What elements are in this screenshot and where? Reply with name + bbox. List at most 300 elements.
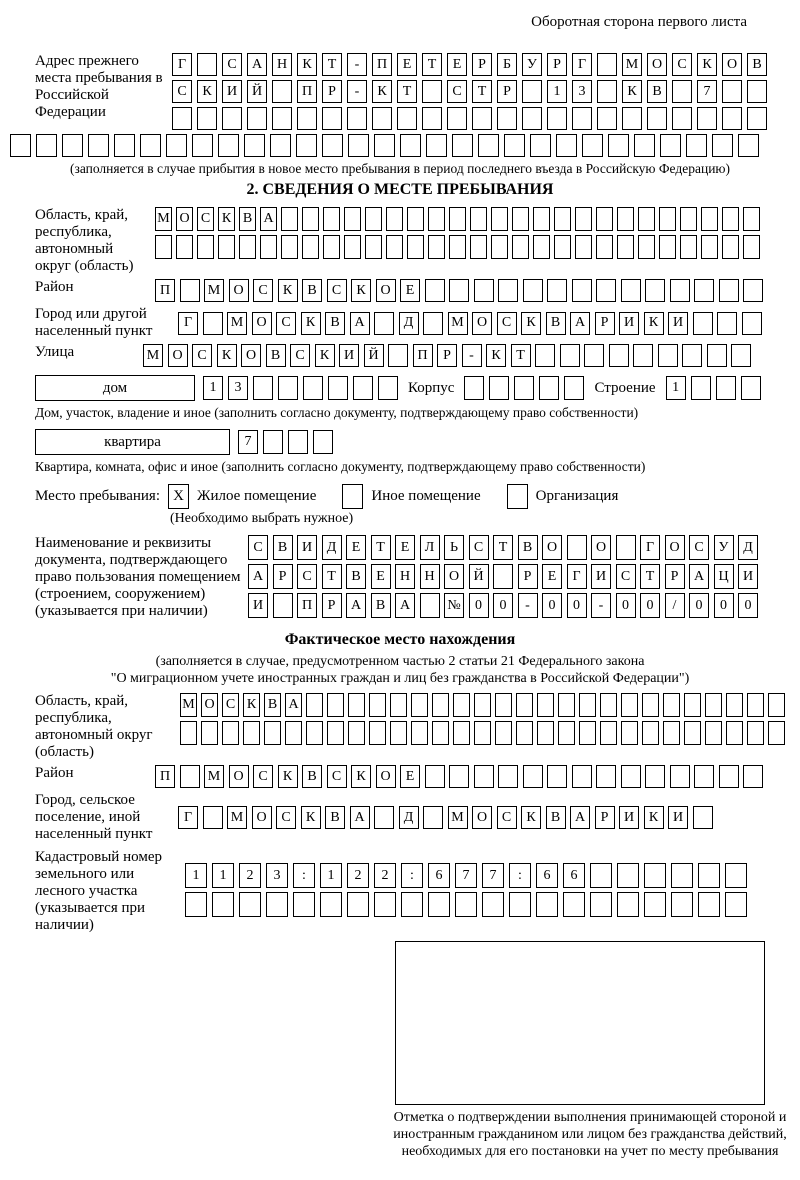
char-box[interactable]: Е [395, 535, 415, 560]
char-box[interactable] [474, 765, 494, 788]
char-box[interactable] [495, 721, 512, 745]
char-box[interactable] [682, 344, 702, 367]
char-box[interactable] [731, 344, 751, 367]
char-box[interactable]: 7 [482, 863, 504, 888]
char-box[interactable]: Ь [444, 535, 464, 560]
char-box[interactable]: М [204, 279, 224, 302]
char-box[interactable] [597, 80, 617, 103]
char-box[interactable]: Г [178, 806, 198, 829]
char-box[interactable]: О [444, 564, 464, 589]
char-box[interactable] [705, 693, 722, 717]
char-box[interactable] [716, 376, 736, 400]
char-box[interactable]: С [253, 765, 273, 788]
char-box[interactable]: М [622, 53, 642, 76]
char-box[interactable]: 0 [714, 593, 734, 618]
char-box[interactable]: Е [400, 765, 420, 788]
char-box[interactable] [303, 376, 323, 400]
char-box[interactable] [582, 134, 603, 157]
char-box[interactable] [348, 134, 369, 157]
char-box[interactable] [302, 235, 319, 259]
char-box[interactable] [180, 721, 197, 745]
char-box[interactable] [621, 765, 641, 788]
char-box[interactable]: Е [400, 279, 420, 302]
char-box[interactable]: Р [497, 80, 517, 103]
char-box[interactable] [747, 107, 767, 130]
char-box[interactable] [663, 721, 680, 745]
char-box[interactable] [530, 134, 551, 157]
char-box[interactable] [743, 765, 763, 788]
char-box[interactable] [579, 721, 596, 745]
char-box[interactable] [680, 207, 697, 231]
char-box[interactable] [428, 235, 445, 259]
char-box[interactable] [353, 376, 373, 400]
char-box[interactable] [348, 721, 365, 745]
char-box[interactable]: В [546, 806, 566, 829]
char-box[interactable]: С [248, 535, 268, 560]
char-box[interactable]: Т [371, 535, 391, 560]
char-box[interactable]: 2 [347, 863, 369, 888]
char-box[interactable] [726, 721, 743, 745]
char-box[interactable] [464, 376, 484, 400]
char-box[interactable] [684, 721, 701, 745]
char-box[interactable]: К [644, 806, 664, 829]
char-box[interactable]: О [376, 279, 396, 302]
char-box[interactable]: П [413, 344, 433, 367]
char-box[interactable] [722, 107, 742, 130]
char-box[interactable]: Т [322, 53, 342, 76]
char-box[interactable] [694, 765, 714, 788]
char-box[interactable]: К [217, 344, 237, 367]
char-box[interactable] [203, 806, 223, 829]
char-box[interactable]: Г [178, 312, 198, 335]
char-box[interactable] [452, 134, 473, 157]
char-box[interactable] [266, 892, 288, 917]
char-box[interactable]: В [371, 593, 391, 618]
char-box[interactable] [608, 134, 629, 157]
char-box[interactable]: Р [665, 564, 685, 589]
char-box[interactable]: А [247, 53, 267, 76]
char-box[interactable]: В [546, 312, 566, 335]
char-box[interactable] [386, 235, 403, 259]
char-box[interactable] [374, 892, 396, 917]
char-box[interactable] [722, 235, 739, 259]
char-box[interactable]: Т [640, 564, 660, 589]
char-box[interactable]: К [644, 312, 664, 335]
char-box[interactable]: В [239, 207, 256, 231]
char-box[interactable] [407, 235, 424, 259]
char-box[interactable] [522, 107, 542, 130]
char-box[interactable]: 3 [572, 80, 592, 103]
char-box[interactable]: В [747, 53, 767, 76]
char-box[interactable]: О [176, 207, 193, 231]
char-box[interactable] [533, 235, 550, 259]
char-box[interactable] [768, 693, 785, 717]
char-box[interactable]: М [143, 344, 163, 367]
char-box[interactable]: К [351, 279, 371, 302]
char-box[interactable] [554, 207, 571, 231]
char-box[interactable] [698, 892, 720, 917]
char-box[interactable] [140, 134, 161, 157]
char-box[interactable]: И [297, 535, 317, 560]
char-box[interactable] [374, 312, 394, 335]
char-box[interactable] [516, 693, 533, 717]
char-box[interactable] [218, 134, 239, 157]
dom-type-box[interactable]: дом [35, 375, 195, 401]
char-box[interactable] [600, 721, 617, 745]
char-box[interactable]: 7 [455, 863, 477, 888]
char-box[interactable]: К [243, 693, 260, 717]
char-box[interactable]: С [253, 279, 273, 302]
char-box[interactable] [244, 134, 265, 157]
char-box[interactable] [498, 279, 518, 302]
char-box[interactable] [509, 892, 531, 917]
char-box[interactable] [489, 376, 509, 400]
char-box[interactable] [474, 693, 491, 717]
char-box[interactable] [597, 53, 617, 76]
char-box[interactable]: А [346, 593, 366, 618]
char-box[interactable]: 3 [228, 376, 248, 400]
char-box[interactable] [374, 134, 395, 157]
char-box[interactable] [701, 235, 718, 259]
char-box[interactable] [411, 693, 428, 717]
char-box[interactable] [453, 721, 470, 745]
char-box[interactable] [313, 430, 333, 454]
char-box[interactable]: И [738, 564, 758, 589]
char-box[interactable] [642, 693, 659, 717]
char-box[interactable] [638, 207, 655, 231]
char-box[interactable] [645, 765, 665, 788]
char-box[interactable] [516, 721, 533, 745]
char-box[interactable] [686, 134, 707, 157]
char-box[interactable]: С [689, 535, 709, 560]
organizatsiya-checkbox[interactable] [507, 484, 528, 509]
char-box[interactable] [449, 765, 469, 788]
char-box[interactable] [296, 134, 317, 157]
char-box[interactable] [372, 107, 392, 130]
char-box[interactable]: Г [572, 53, 592, 76]
char-box[interactable]: П [297, 80, 317, 103]
char-box[interactable] [658, 344, 678, 367]
char-box[interactable]: К [521, 312, 541, 335]
char-box[interactable] [572, 279, 592, 302]
char-box[interactable]: С [276, 312, 296, 335]
char-box[interactable] [400, 134, 421, 157]
char-box[interactable]: О [229, 279, 249, 302]
char-box[interactable] [563, 892, 585, 917]
char-box[interactable] [567, 535, 587, 560]
char-box[interactable]: / [665, 593, 685, 618]
char-box[interactable]: - [462, 344, 482, 367]
char-box[interactable] [741, 376, 761, 400]
char-box[interactable] [407, 207, 424, 231]
char-box[interactable]: И [619, 312, 639, 335]
char-box[interactable] [218, 235, 235, 259]
char-box[interactable] [644, 863, 666, 888]
char-box[interactable] [633, 344, 653, 367]
char-box[interactable]: О [201, 693, 218, 717]
char-box[interactable] [622, 107, 642, 130]
char-box[interactable]: С [290, 344, 310, 367]
char-box[interactable]: : [293, 863, 315, 888]
char-box[interactable]: В [264, 693, 281, 717]
char-box[interactable] [281, 235, 298, 259]
char-box[interactable]: И [668, 806, 688, 829]
char-box[interactable] [537, 693, 554, 717]
char-box[interactable]: О [252, 312, 272, 335]
char-box[interactable]: Д [399, 312, 419, 335]
char-box[interactable]: К [197, 80, 217, 103]
char-box[interactable]: 1 [320, 863, 342, 888]
char-box[interactable] [344, 235, 361, 259]
char-box[interactable]: 7 [238, 430, 258, 454]
char-box[interactable]: П [297, 593, 317, 618]
char-box[interactable]: Р [273, 564, 293, 589]
char-box[interactable] [348, 693, 365, 717]
char-box[interactable]: М [180, 693, 197, 717]
char-box[interactable] [523, 279, 543, 302]
char-box[interactable] [203, 312, 223, 335]
char-box[interactable] [738, 134, 759, 157]
char-box[interactable]: 1 [185, 863, 207, 888]
char-box[interactable] [374, 806, 394, 829]
char-box[interactable]: И [248, 593, 268, 618]
char-box[interactable] [693, 312, 713, 335]
char-box[interactable]: М [204, 765, 224, 788]
char-box[interactable]: К [486, 344, 506, 367]
char-box[interactable]: 0 [616, 593, 636, 618]
char-box[interactable]: Т [472, 80, 492, 103]
char-box[interactable]: О [168, 344, 188, 367]
char-box[interactable]: М [227, 806, 247, 829]
char-box[interactable] [322, 107, 342, 130]
char-box[interactable] [449, 207, 466, 231]
char-box[interactable]: : [509, 863, 531, 888]
char-box[interactable] [743, 235, 760, 259]
char-box[interactable] [691, 376, 711, 400]
char-box[interactable] [323, 235, 340, 259]
char-box[interactable]: К [301, 806, 321, 829]
char-box[interactable] [423, 806, 443, 829]
char-box[interactable] [535, 344, 555, 367]
char-box[interactable] [264, 721, 281, 745]
char-box[interactable]: К [278, 279, 298, 302]
char-box[interactable]: Г [172, 53, 192, 76]
char-box[interactable]: М [227, 312, 247, 335]
char-box[interactable]: А [260, 207, 277, 231]
char-box[interactable] [447, 107, 467, 130]
char-box[interactable] [426, 134, 447, 157]
char-box[interactable] [273, 593, 293, 618]
char-box[interactable]: М [448, 806, 468, 829]
char-box[interactable]: 7 [697, 80, 717, 103]
char-box[interactable]: Г [567, 564, 587, 589]
char-box[interactable] [491, 207, 508, 231]
char-box[interactable]: Р [472, 53, 492, 76]
char-box[interactable]: 0 [469, 593, 489, 618]
char-box[interactable] [584, 344, 604, 367]
char-box[interactable]: С [222, 53, 242, 76]
char-box[interactable] [707, 344, 727, 367]
char-box[interactable] [474, 721, 491, 745]
char-box[interactable]: С [469, 535, 489, 560]
char-box[interactable]: К [351, 765, 371, 788]
char-box[interactable] [596, 235, 613, 259]
char-box[interactable]: К [372, 80, 392, 103]
char-box[interactable]: И [222, 80, 242, 103]
char-box[interactable] [638, 235, 655, 259]
char-box[interactable]: О [647, 53, 667, 76]
char-box[interactable] [564, 376, 584, 400]
char-box[interactable] [556, 134, 577, 157]
char-box[interactable]: А [285, 693, 302, 717]
char-box[interactable] [470, 207, 487, 231]
char-box[interactable] [725, 892, 747, 917]
char-box[interactable] [322, 134, 343, 157]
char-box[interactable]: В [346, 564, 366, 589]
char-box[interactable] [390, 693, 407, 717]
char-box[interactable] [185, 892, 207, 917]
char-box[interactable] [712, 134, 733, 157]
char-box[interactable] [62, 134, 83, 157]
char-box[interactable]: С [297, 564, 317, 589]
char-box[interactable] [717, 312, 737, 335]
char-box[interactable] [498, 765, 518, 788]
char-box[interactable] [572, 765, 592, 788]
char-box[interactable] [369, 693, 386, 717]
char-box[interactable] [455, 892, 477, 917]
char-box[interactable] [378, 376, 398, 400]
char-box[interactable] [693, 806, 713, 829]
char-box[interactable]: Т [322, 564, 342, 589]
char-box[interactable]: Р [547, 53, 567, 76]
char-box[interactable]: Г [640, 535, 660, 560]
char-box[interactable] [328, 376, 348, 400]
kvartira-type-box[interactable]: квартира [35, 429, 230, 455]
char-box[interactable] [725, 863, 747, 888]
char-box[interactable] [222, 107, 242, 130]
char-box[interactable] [449, 235, 466, 259]
char-box[interactable] [422, 107, 442, 130]
char-box[interactable] [742, 312, 762, 335]
char-box[interactable] [281, 207, 298, 231]
char-box[interactable]: 6 [563, 863, 585, 888]
char-box[interactable] [560, 344, 580, 367]
char-box[interactable] [579, 693, 596, 717]
char-box[interactable] [705, 721, 722, 745]
char-box[interactable] [247, 107, 267, 130]
char-box[interactable] [411, 721, 428, 745]
char-box[interactable] [388, 344, 408, 367]
char-box[interactable]: Ц [714, 564, 734, 589]
char-box[interactable]: 1 [212, 863, 234, 888]
char-box[interactable] [365, 207, 382, 231]
char-box[interactable]: 0 [640, 593, 660, 618]
char-box[interactable] [672, 80, 692, 103]
char-box[interactable] [537, 721, 554, 745]
char-box[interactable] [621, 693, 638, 717]
char-box[interactable]: 3 [266, 863, 288, 888]
char-box[interactable] [155, 235, 172, 259]
char-box[interactable]: Н [395, 564, 415, 589]
char-box[interactable] [285, 721, 302, 745]
char-box[interactable] [432, 721, 449, 745]
char-box[interactable] [197, 53, 217, 76]
char-box[interactable]: Р [322, 80, 342, 103]
char-box[interactable] [722, 80, 742, 103]
char-box[interactable]: В [518, 535, 538, 560]
char-box[interactable] [522, 80, 542, 103]
char-box[interactable] [617, 235, 634, 259]
char-box[interactable] [621, 721, 638, 745]
char-box[interactable]: С [327, 765, 347, 788]
char-box[interactable] [470, 235, 487, 259]
char-box[interactable] [222, 721, 239, 745]
char-box[interactable] [288, 430, 308, 454]
char-box[interactable] [253, 376, 273, 400]
char-box[interactable] [482, 892, 504, 917]
char-box[interactable] [547, 279, 567, 302]
char-box[interactable]: Е [346, 535, 366, 560]
char-box[interactable]: К [622, 80, 642, 103]
char-box[interactable]: Н [272, 53, 292, 76]
char-box[interactable] [36, 134, 57, 157]
char-box[interactable]: К [521, 806, 541, 829]
char-box[interactable] [684, 693, 701, 717]
char-box[interactable]: Т [511, 344, 531, 367]
char-box[interactable] [747, 721, 764, 745]
char-box[interactable] [547, 107, 567, 130]
char-box[interactable] [270, 134, 291, 157]
char-box[interactable]: С [616, 564, 636, 589]
char-box[interactable] [659, 207, 676, 231]
char-box[interactable]: 0 [542, 593, 562, 618]
char-box[interactable]: К [301, 312, 321, 335]
char-box[interactable] [449, 279, 469, 302]
char-box[interactable]: Д [399, 806, 419, 829]
char-box[interactable]: С [276, 806, 296, 829]
char-box[interactable] [670, 765, 690, 788]
char-box[interactable]: К [315, 344, 335, 367]
char-box[interactable]: № [444, 593, 464, 618]
char-box[interactable]: И [668, 312, 688, 335]
char-box[interactable] [590, 863, 612, 888]
char-box[interactable] [88, 134, 109, 157]
char-box[interactable]: 6 [536, 863, 558, 888]
char-box[interactable]: В [302, 279, 322, 302]
char-box[interactable]: М [155, 207, 172, 231]
char-box[interactable] [743, 279, 763, 302]
char-box[interactable] [575, 235, 592, 259]
char-box[interactable] [478, 134, 499, 157]
char-box[interactable]: А [570, 312, 590, 335]
char-box[interactable] [697, 107, 717, 130]
char-box[interactable] [617, 207, 634, 231]
char-box[interactable] [472, 107, 492, 130]
char-box[interactable]: Е [542, 564, 562, 589]
char-box[interactable]: В [325, 806, 345, 829]
char-box[interactable]: О [376, 765, 396, 788]
char-box[interactable] [491, 235, 508, 259]
char-box[interactable] [698, 863, 720, 888]
char-box[interactable] [660, 134, 681, 157]
char-box[interactable] [590, 892, 612, 917]
char-box[interactable] [347, 107, 367, 130]
char-box[interactable] [432, 693, 449, 717]
char-box[interactable]: - [347, 80, 367, 103]
char-box[interactable] [663, 693, 680, 717]
char-box[interactable] [743, 207, 760, 231]
char-box[interactable]: С [172, 80, 192, 103]
